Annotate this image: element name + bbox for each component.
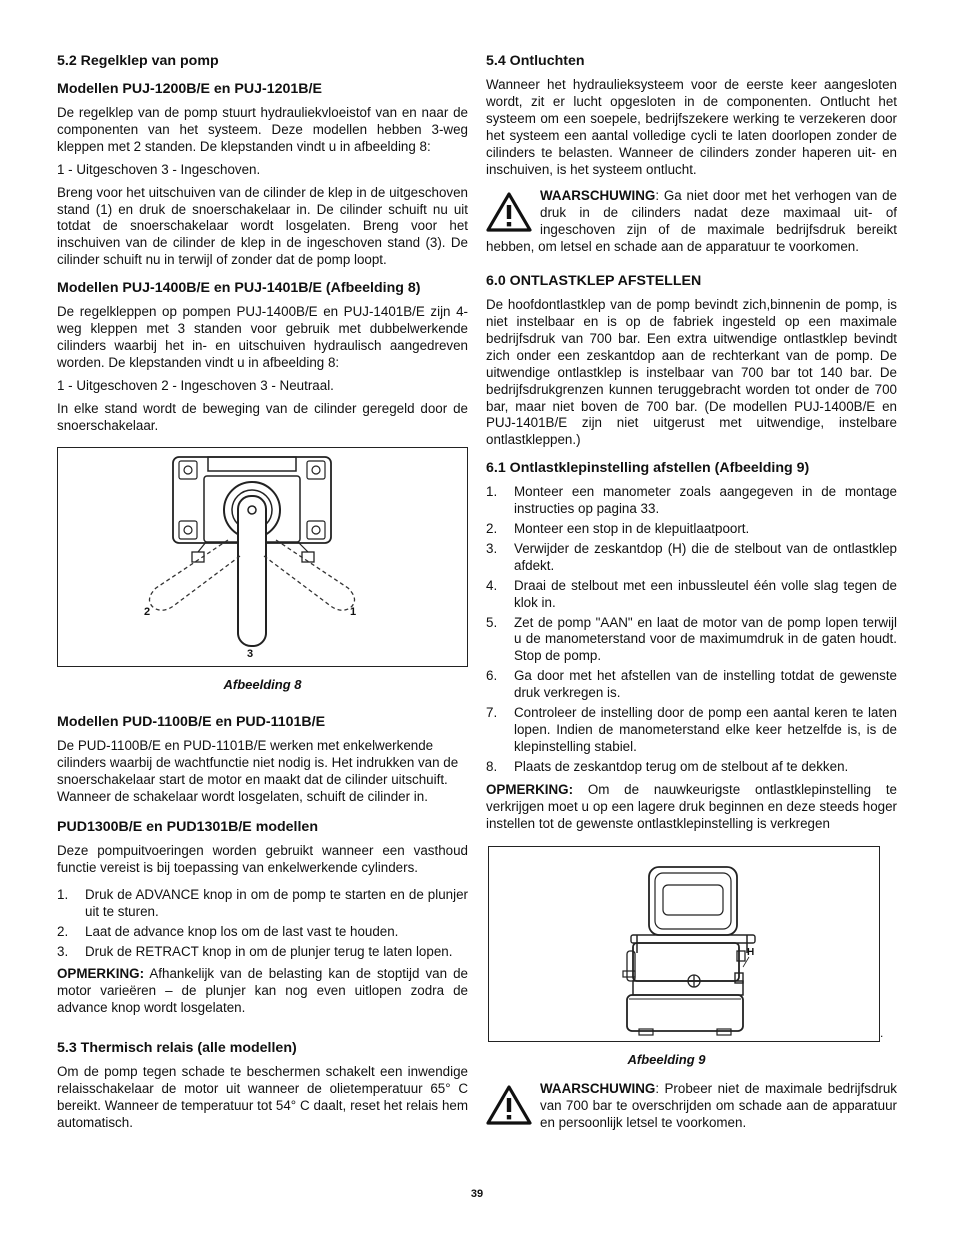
warning-triangle-icon <box>486 192 532 232</box>
note-paragraph <box>57 966 468 1017</box>
list-item <box>486 541 897 575</box>
paragraph: De PUD-1100B/E en PUD-1101B/E werken met enkelwerkende cilinders waarbij de wachtfunctie niet nodig is. Het indrukken van de snoerschakelaar start de motor en maakt dat de cilinder uitschuift. Wanneer de schakelaar wordt losgelaten, schuift de cilinder in. <box>57 738 459 805</box>
list-item <box>486 578 897 612</box>
list-number: 7. <box>486 705 498 721</box>
note-text: Afhankelijk van de belasting kan de stoptijd van de motor varieëren – de plunjer kan nog even uitlopen zodra de advance knop wordt losgelaten. <box>57 966 468 1016</box>
note-text: Om de nauwkeurigste ontlastklepinstelling te verkrijgen moet u op een lagere druk beginnen en deze steeds hoger instellen tot de gewenste ontlastklepinstelling is verkregen <box>486 781 897 831</box>
list-text: Plaats de zeskantdop terug om de stelbout af te dekken. <box>514 758 849 774</box>
warning-block <box>486 188 897 256</box>
list-item <box>486 484 897 518</box>
list-text: Draai de stelbout met een inbussleutel één volle slag tegen de klok in. <box>514 577 897 610</box>
list-number: 8. <box>486 758 498 774</box>
pud-1100-title: Modellen PUD-1100B/E en PUD-1101B/E <box>57 714 326 731</box>
list-text: Zet de pomp "AAN" en laat de motor van de pomp lopen terwijl u de manometerstand voor de maximumdruk in de gaten houdt. Stop de pomp. <box>514 614 897 664</box>
note-paragraph <box>486 782 897 833</box>
figure-8 <box>57 447 468 667</box>
section-6-1-steps <box>486 484 897 776</box>
list-number: 3. <box>486 540 498 556</box>
pud-1300-steps <box>57 887 468 961</box>
figure-9-dot: . <box>880 1026 884 1041</box>
list-text: Monteer een manometer zoals aangegeven in de montage instructies op pagina 33. <box>514 484 897 517</box>
paragraph: 1 - Uitgeschoven 3 - Ingeschoven. <box>57 161 261 177</box>
list-item <box>486 705 897 756</box>
section-5-3-title: 5.3 Thermisch relais (alle modellen) <box>57 1040 297 1057</box>
figure-9 <box>488 846 880 1042</box>
figure-9-label-h: H <box>747 947 755 959</box>
warning-keyword: WAARSCHUWING <box>540 188 656 204</box>
list-text: Controleer de instelling door de pomp een aantal keren te laten lopen. Indien de manometerstand elke keer hetzelfde is, is de klepinstelling stabiel. <box>514 705 897 754</box>
valve-diagram <box>58 448 467 666</box>
list-item <box>486 521 897 538</box>
page-number: 39 <box>470 1188 484 1200</box>
list-item <box>486 615 897 666</box>
warning-text: : Probeer niet de maximale bedrijfsdruk van 700 bar te overschrijden om schade aan de apparatuur en persoonlijk letsel te voorkomen. <box>540 1081 897 1131</box>
list-number: 2. <box>57 923 69 939</box>
paragraph: Breng voor het uitschuiven van de cilinder de klep in de uitgeschoven stand (1) en druk de snoerschakelaar in. De cilinder schuift nu uit totdat de snoerschakelaar wordt losgelaten. Breng voor het inschuiven van de cilinder de klep in de ingeschoven stand (3). De cilinder schuift nu in terwijl of zonder dat de pomp loopt. <box>57 184 468 268</box>
section-6-0-title: 6.0 ONTLASTKLEP AFSTELLEN <box>486 273 702 290</box>
paragraph: De hoofdontlastklep van de pomp bevindt zich,binnenin de pomp, is niet instelbaar en is op de fabriek ingesteld op een maximale bedrijfsdruk van 700 bar. Een extra uitwendige ontlastklep bevindt zich onder een zeskantdop aan de rechterkant van de pomp. De uitwendige ontlastklep is instelbaar van 700 bar tot 140 bar. De bedrijfsdrukgrenzen kunnen teruggebracht worden tot onder de 700 bar, maar niet boven de 700 bar. (De modellen PUJ-1400B/E en PUJ-1401B/E zijn niet uitgerust met uitwendige, instelbare ontlastkleppen.) <box>486 297 897 448</box>
paragraph: Deze pompuitvoeringen worden gebruikt wanneer een vasthoud functie vereist is bij toepassing van enkelwerkende cylinders. <box>57 843 468 875</box>
paragraph: Om de pomp tegen schade te beschermen schakelt een inwendige relaisschakelaar de motor uit wanneer de olietemperatuur 65° C bereikt. Wanneer de temperatuur tot 54° C daalt, reset het relais hem automatisch. <box>57 1064 468 1130</box>
list-number: 3. <box>57 943 69 959</box>
list-number: 1. <box>486 484 498 500</box>
right-column <box>486 52 897 1142</box>
section-6-1-title: 6.1 Ontlastklepinstelling afstellen (Afbeelding 9) <box>486 460 810 477</box>
figure-9-wrapper <box>486 846 897 1042</box>
warning-keyword: WAARSCHUWING <box>540 1081 656 1097</box>
figure-8-label-1: 1 <box>350 605 357 618</box>
subheading-puj-1200: Modellen PUJ-1200B/E en PUJ-1201B/E <box>57 81 322 97</box>
list-item <box>57 924 468 941</box>
left-column <box>57 52 468 1138</box>
list-text: Druk de RETRACT knop in om de plunjer terug te laten lopen. <box>85 943 453 959</box>
list-text: Druk de ADVANCE knop in om de pomp te starten en de plunjer uit te sturen. <box>85 886 468 919</box>
list-number: 4. <box>486 577 498 593</box>
pud-1300-title: PUD1300B/E en PUD1301B/E modellen <box>57 819 318 836</box>
list-number: 5. <box>486 614 498 630</box>
list-item <box>486 759 897 776</box>
figure-8-label-3: 3 <box>247 647 254 660</box>
paragraph: Wanneer het hydraulieksysteem voor de eerste keer aangesloten wordt, zit er lucht opgesloten in de componenten. Ontlucht het systeem om een soepele, bedrijfszekere werking te verzekeren door het systeem een aantal volledige cycli te laten doorlopen zonder de cilinders te belasten. Wanneer de cilinders zonder haperen uit- en inschuiven, is het systeem ontlucht. <box>486 77 897 177</box>
list-number: 2. <box>486 521 498 537</box>
list-item <box>57 944 468 961</box>
pump-diagram <box>489 847 879 1041</box>
list-text: Verwijder de zeskantdop (H) die de stelbout van de ontlastklep afdekt. <box>514 540 897 573</box>
list-text: Monteer een stop in de klepuitlaatpoort. <box>514 521 750 537</box>
paragraph: In elke stand wordt de beweging van de cilinder geregeld door de snoerschakelaar. <box>57 400 468 433</box>
paragraph: 1 - Uitgeschoven 2 - Ingeschoven 3 - Neutraal. <box>57 377 334 393</box>
section-5-2-title: 5.2 Regelklep van pomp <box>57 53 219 69</box>
list-number: 1. <box>57 886 69 902</box>
warning-text: : Ga niet door met het verhogen van de druk in de cilinders nadat deze maximaal uit- of ingeschoven zijn of de maximale bedrijfsdruk bereikt hebben, om letsel en schade aan de apparatuur te voorkomen. <box>486 188 897 255</box>
paragraph: De regelkleppen op pompen PUJ-1400B/E en PUJ-1401B/E zijn 4-weg kleppen met 3 standen voor gebruik met dubbelwerkende cilinders waarbij het in- en uitschuiven hydraulisch aangedreven worden. De klepstanden vindt u in afbeelding 8: <box>57 304 468 370</box>
warning-triangle-icon <box>486 1085 532 1125</box>
list-number: 6. <box>486 668 498 684</box>
list-item <box>57 887 468 921</box>
figure-8-caption: Afbeelding 8 <box>223 676 302 692</box>
list-item <box>486 668 897 702</box>
list-text: Laat de advance knop los om de last vast te houden. <box>85 923 399 939</box>
paragraph: De regelklep van de pomp stuurt hydrauliekvloeistof van en naar de componenten van het systeem. Deze modellen hebben 3-weg kleppen met 2 standen. De klepstanden vindt u in afbeelding 8: <box>57 105 468 154</box>
figure-9-caption: Afbeelding 9 <box>627 1052 706 1068</box>
note-keyword: OPMERKING: <box>57 966 145 982</box>
list-text: Ga door met het afstellen van de instelling totdat de gewenste druk verkregen is. <box>514 668 897 701</box>
warning-block-2 <box>486 1081 897 1132</box>
section-5-4-title: 5.4 Ontluchten <box>486 53 585 69</box>
figure-8-label-2: 2 <box>144 605 151 618</box>
note-keyword: OPMERKING: <box>486 781 574 797</box>
subheading-puj-1400: Modellen PUJ-1400B/E en PUJ-1401B/E (Afbeelding 8) <box>57 280 421 297</box>
